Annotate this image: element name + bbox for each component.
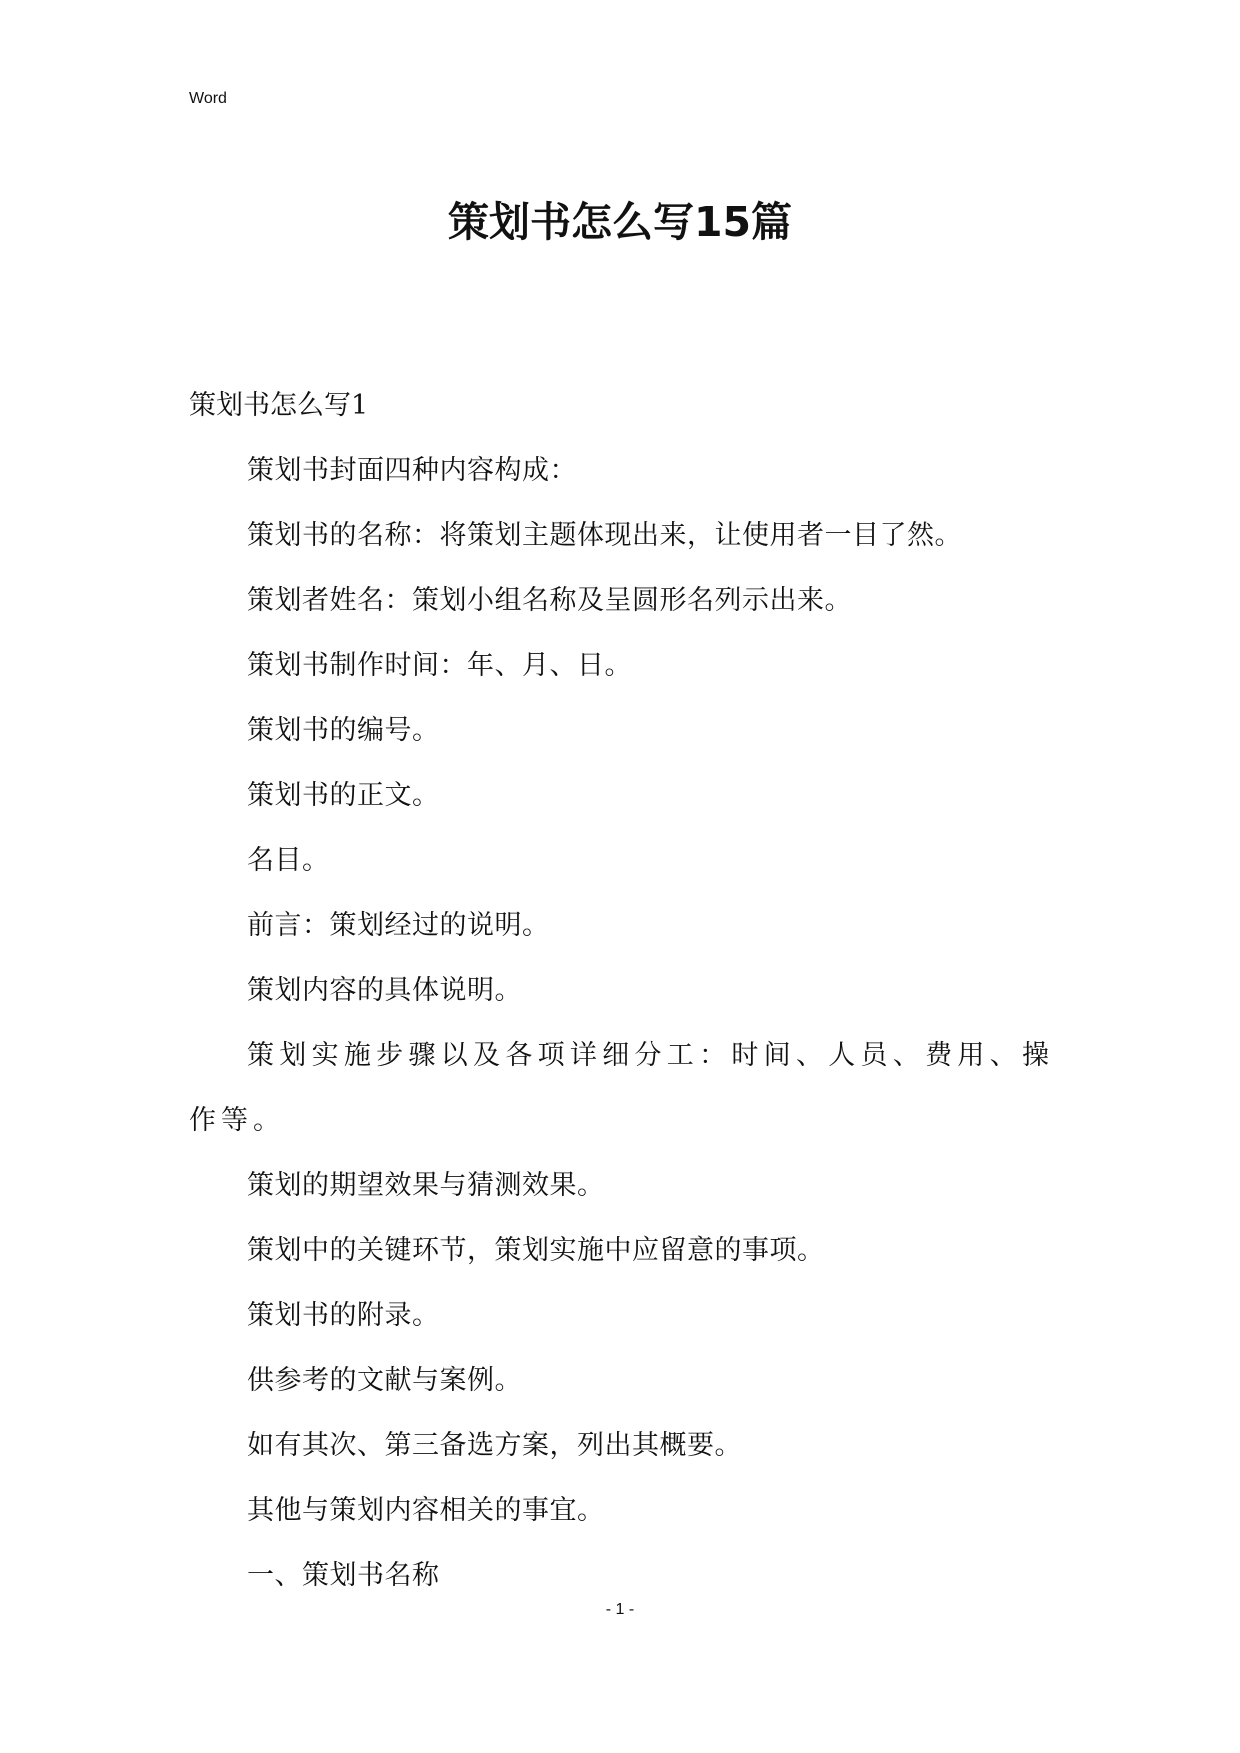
paragraph: 策划的期望效果与猜测效果。 [247,1170,605,1201]
paragraph: 策划中的关键环节，策划实施中应留意的事项。 [247,1235,825,1266]
document-title: 策划书怎么写15篇 [447,198,793,246]
paragraph: 策划书的编号。 [247,715,440,746]
paragraph: 供参考的文献与案例。 [247,1365,522,1396]
document-body [189,373,1054,1608]
paragraph: 策划书的名称：将策划主题体现出来，让使用者一目了然。 [247,520,962,551]
paragraph: 策划内容的具体说明。 [247,975,522,1006]
paragraph: 策划实施步骤以及各项详细分工：时间、人员、费用、操作等。 [189,1040,1054,1136]
paragraph: 如有其次、第三备选方案，列出其概要。 [247,1430,742,1461]
paragraph: 策划书封面四种内容构成： [247,455,577,486]
paragraph: 策划者姓名：策划小组名称及呈圆形名列示出来。 [247,585,852,616]
paragraph: 名目。 [247,845,330,876]
paragraph: 策划书制作时间：年、月、日。 [247,650,632,681]
page-number: - 1 - [605,1601,635,1618]
paragraph: 一、策划书名称 [247,1560,440,1591]
paragraph: 策划书的正文。 [247,780,440,811]
paragraph: 前言：策划经过的说明。 [247,910,550,941]
section-heading: 策划书怎么写1 [189,390,369,421]
paragraph: 策划书的附录。 [247,1300,440,1331]
header-label: Word [189,90,227,107]
paragraph: 其他与策划内容相关的事宜。 [247,1495,605,1526]
